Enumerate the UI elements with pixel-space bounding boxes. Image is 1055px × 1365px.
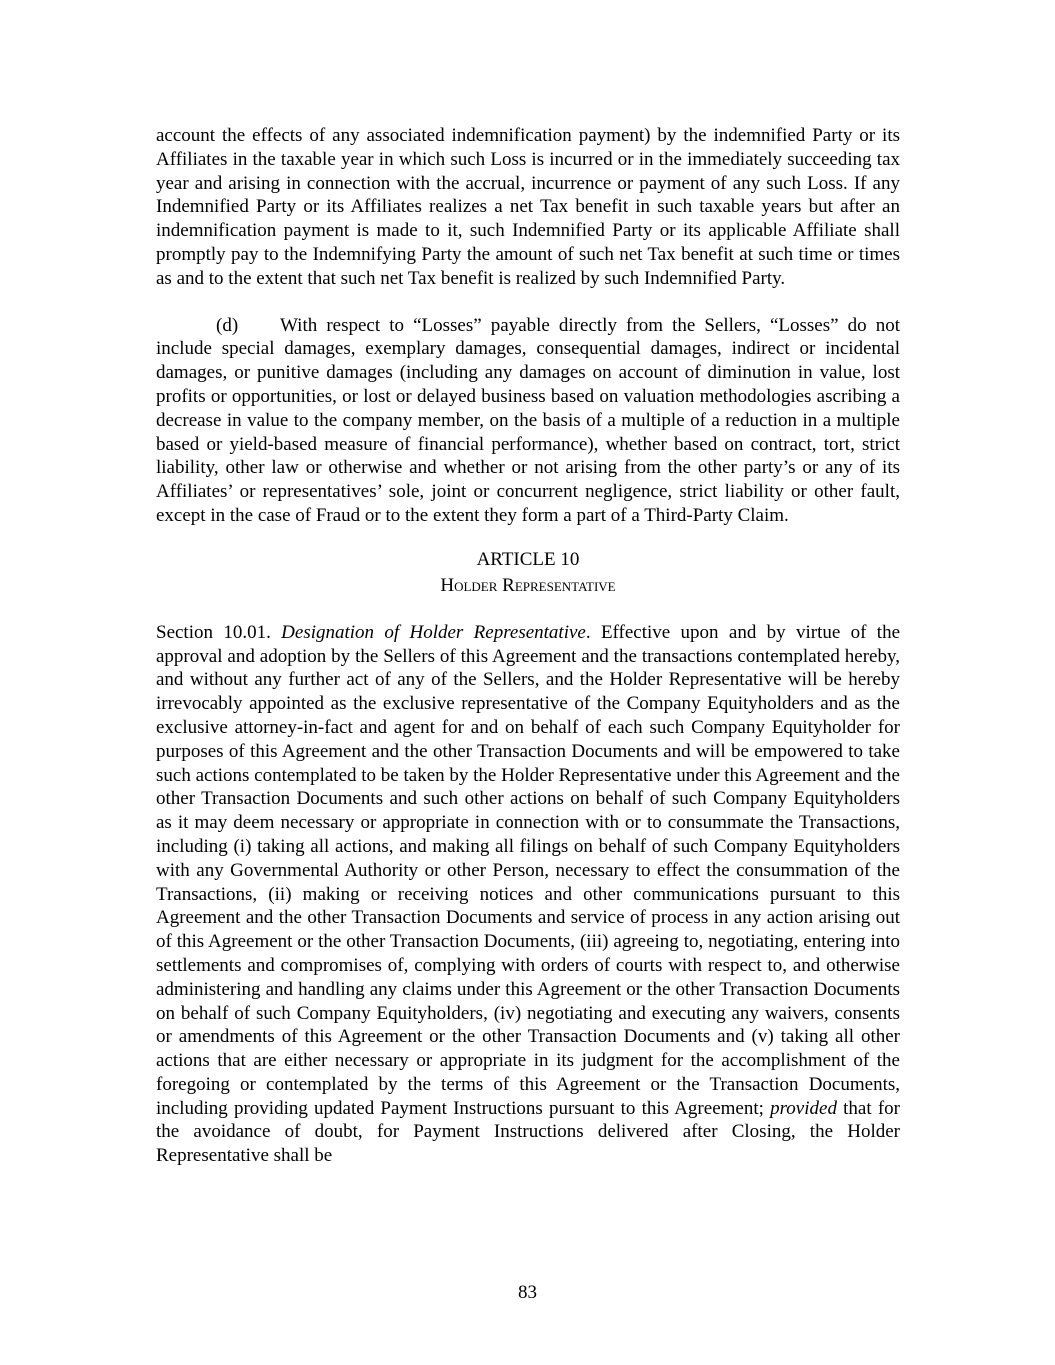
subsection-d	[156, 314, 900, 528]
section-text-before-proviso: Effective upon and by virtue of the approval and adoption by the Sellers of this Agreement and the transactions contemplated hereby, and without any further act of any of the Sellers, and the Holder Representative will be hereby irrevocably appointed as the exclusive representative of the Company Equityholders and as the exclusive attorney-in-fact and agent for and on behalf of each such Company Equityholder for purposes of this Agreement and the other Transaction Documents and will be empowered to take such actions contemplated to be taken by the Holder Representative under this Agreement and the other Transaction Documents and such other actions on behalf of such Company Equityholders as it may deem necessary or appropriate in connection with or to consummate the Transactions, including (i) taking all actions, and making all filings on behalf of such Company Equityholders with any Governmental Authority or other Person, necessary to effect the consummation of the Transactions, (ii) making or receiving notices and other communications pursuant to this Agreement and the other Transaction Documents and service of process in any action arising out of this Agreement or the other Transaction Documents, (iii) agreeing to, negotiating, entering into settlements and compromises of, complying with orders of courts with respect to, and otherwise administering and handling any claims under this Agreement or the other Transaction Documents on behalf of such Company Equityholders, (iv) negotiating and executing any waivers, consents or amendments of this Agreement or the other Transaction Documents and (v) taking all other actions that are either necessary or appropriate in its judgment for the accomplishment of the foregoing or contemplated by the terms of this Agreement or the Transaction Documents, including providing updated Payment Instructions pursuant to this Agreement;	[156, 621, 901, 1119]
article-number: ARTICLE 10	[476, 548, 580, 570]
section-title-suffix: .	[585, 621, 591, 643]
article-title: Holder Representative	[440, 574, 616, 596]
section-number: Section 10.01.	[156, 621, 271, 643]
subsection-d-text: With respect to “Losses” payable directly from the Sellers, “Losses” do not include special damages, exemplary damages, consequential damages, indirect or incidental damages, or punitive damages (including any damages on account of diminution in value, lost profits or opportunities, or lost or delayed business based on valuation methodologies ascribing a decrease in value to the company member, on the basis of a multiple of a reduction in a multiple based or yield-based measure of financial performance), whether based on contract, tort, strict liability, other law or otherwise and whether or not arising from the other party’s or any of its Affiliates’ or representatives’ sole, joint or concurrent negligence, strict liability or other fault, except in the case of Fraud or to the extent they form a part of a Third-Party Claim.	[156, 314, 900, 526]
page-number: 83	[518, 1282, 537, 1303]
continuation-paragraph: account the effects of any associated indemnification payment) by the indemnified Party or its Affiliates in the taxable year in which such Loss is incurred or in the immediately succeeding tax year and arising in connection with the accrual, incurrence or payment of any such Loss. If any Indemnified Party or its Affiliates realizes a net Tax benefit in such taxable years but after an indemnification payment is made to it, such Indemnified Party or its applicable Affiliate shall promptly pay to the Indemnifying Party the amount of such net Tax benefit at such time or times as and to the extent that such net Tax benefit is realized by such Indemnified Party.	[156, 125, 900, 289]
section-title: Designation of Holder Representative	[281, 621, 586, 643]
section-10-01	[156, 621, 900, 1168]
page-body	[156, 124, 900, 1168]
subsection-d-label: (d)	[216, 314, 239, 336]
proviso-word: provided	[770, 1097, 837, 1119]
section-text-after-proviso: that for the avoidance of doubt, for Payment Instructions delivered after Closing, the Holder Representative shall be	[156, 1097, 901, 1167]
